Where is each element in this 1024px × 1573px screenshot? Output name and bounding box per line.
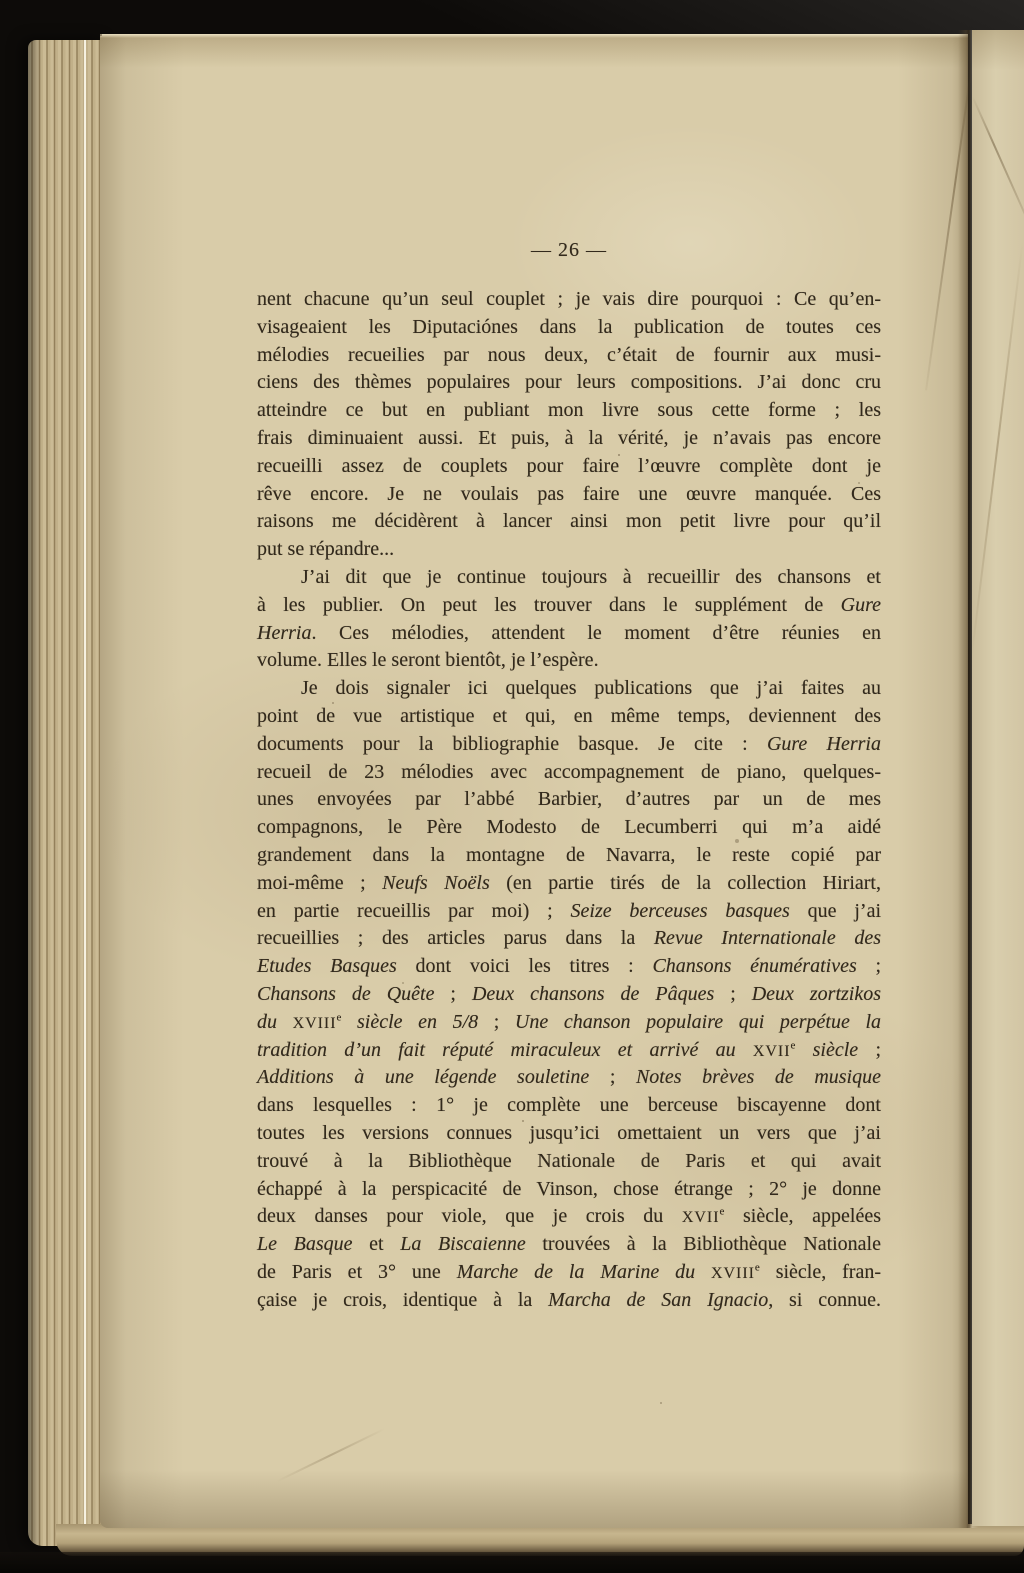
text-line xyxy=(257,536,881,564)
text-run: XVIII xyxy=(292,1014,337,1032)
text-line xyxy=(257,286,881,314)
text-run: dans lesquelles : 1° je complète une berceuse biscayenne dont xyxy=(257,1094,881,1117)
text-run: Je dois signaler ici quelques publications que j’ai faites au xyxy=(301,677,881,700)
text-run: grandement dans la montagne de Navarra, le reste copié par xyxy=(257,843,881,866)
text-run: XVII xyxy=(681,1209,720,1227)
text-run: La Biscaienne xyxy=(400,1233,526,1256)
text-run: Marche de la Marine du xyxy=(456,1260,712,1283)
text-line xyxy=(257,1203,881,1231)
text-run: toutes les versions connues jusqu’ici omettaient un vers que j’ai xyxy=(257,1121,881,1144)
text-run: siècle xyxy=(795,1038,859,1061)
text-run: rêve encore. Je ne voulais pas faire une œuvre manquée. Ces xyxy=(257,482,881,505)
text-run: Notes brèves de musique xyxy=(635,1066,881,1089)
text-line xyxy=(257,1259,881,1287)
text-run: siècle en 5/8 xyxy=(341,1010,479,1033)
paper-specks xyxy=(100,34,102,36)
text-line xyxy=(257,1176,881,1204)
text-line xyxy=(257,1037,881,1065)
text-run: compagnons, le Père Modesto de Lecumberri qui m’a aidé xyxy=(257,816,881,839)
text-run: ; xyxy=(714,982,752,1005)
text-line xyxy=(257,703,881,731)
text-line xyxy=(257,592,881,620)
text-run: Revue Internationale des xyxy=(653,927,881,950)
text-line xyxy=(257,342,881,370)
text-run: Etudes Basques xyxy=(257,955,397,978)
text-line xyxy=(257,786,881,814)
text-run: Une chanson populaire qui perpétue la xyxy=(514,1010,882,1033)
text-run: échappé à la perspicacité de Vinson, chose étrange ; 2° je donne xyxy=(257,1177,881,1200)
text-line xyxy=(257,397,881,425)
text-run: put se répandre... xyxy=(257,538,395,561)
text-run: moi-même ; xyxy=(257,871,383,894)
text-line xyxy=(257,647,881,675)
text-line xyxy=(257,453,881,481)
bottom-shadow xyxy=(0,1552,1024,1573)
paragraph xyxy=(257,564,881,675)
text-run: XVIII xyxy=(711,1264,755,1282)
text-line xyxy=(257,314,881,342)
text-run: unes envoyées par l’abbé Barbier, d’autres par un de mes xyxy=(257,788,881,811)
text-run: XVII xyxy=(752,1042,791,1060)
text-run: visageaient les Diputaciónes dans la publication de toutes ces xyxy=(257,315,881,338)
text-line xyxy=(257,814,881,842)
text-run: ; xyxy=(589,1066,636,1089)
text-run: atteindre ce but en publiant mon livre sous cette forme ; les xyxy=(257,399,881,422)
text-run: volume. Elles le seront bientôt, je l’espère. xyxy=(257,649,599,672)
text-run: Marcha de San Ignacio xyxy=(548,1288,769,1311)
book-page xyxy=(100,34,968,1528)
text-line xyxy=(257,481,881,509)
text-line xyxy=(257,620,881,648)
text-line xyxy=(257,369,881,397)
text-line xyxy=(257,925,881,953)
page-number: — 26 — xyxy=(531,239,607,261)
text-line xyxy=(257,1009,881,1037)
next-page-edge xyxy=(972,30,1024,1526)
text-run: du xyxy=(257,1010,293,1033)
text-run: ; xyxy=(858,1038,881,1061)
text-run: recueillies ; des articles parus dans la xyxy=(257,927,654,950)
text-run: point de vue artistique et qui, en même temps, deviennent des xyxy=(257,704,881,727)
text-run: Additions à une légende souletine xyxy=(257,1066,590,1089)
text-run: e xyxy=(719,1205,725,1218)
text-run: Chansons énumératives xyxy=(652,955,857,978)
text-run: mélodies recueilies par nous deux, c’était de fournir aux musi- xyxy=(257,343,881,366)
text-line xyxy=(257,675,881,703)
text-line xyxy=(257,898,881,926)
text-run: ; xyxy=(856,955,882,978)
text-run: ciens des thèmes populaires pour leurs compositions. J’ai donc cru xyxy=(257,371,881,394)
text-run: , si connue. xyxy=(768,1288,881,1311)
text-line xyxy=(257,1231,881,1259)
text-run: trouvées à la Bibliothèque Nationale xyxy=(525,1233,881,1256)
text-run: siècle, appelées xyxy=(724,1205,881,1228)
text-run: que j’ai xyxy=(789,899,882,922)
text-run: tradition d’un fait réputé miraculeux et arrivé au xyxy=(257,1038,753,1061)
text-run: . Ces mélodies, attendent le moment d’être réunies en xyxy=(311,621,881,644)
text-run: Deux chansons de Pâques xyxy=(471,982,715,1005)
text-line xyxy=(257,759,881,787)
text-line xyxy=(257,981,881,1009)
text-run: recueilli assez de couplets pour faire l’œuvre complète dont je xyxy=(257,454,881,477)
paragraph xyxy=(257,675,881,1314)
text-run: Gure xyxy=(840,593,881,616)
text-run: e xyxy=(754,1261,760,1274)
text-run: Chansons de Quête xyxy=(257,982,435,1005)
text-run: Gure Herria xyxy=(766,732,881,755)
text-line xyxy=(257,1064,881,1092)
text-run: dont voici les titres : xyxy=(396,955,653,978)
text-run: çaise je crois, identique à la xyxy=(257,1288,549,1311)
text-run: e xyxy=(336,1011,342,1024)
text-run: frais diminuaient aussi. Et puis, à la vérité, je n’avais pas encore xyxy=(257,426,881,449)
page-text xyxy=(257,236,881,1314)
text-line xyxy=(257,1148,881,1176)
text-run: trouvé à la Bibliothèque Nationale de Paris et qui avait xyxy=(257,1149,881,1172)
text-run: (en partie tirés de la collection Hiriart, xyxy=(489,871,881,894)
text-line xyxy=(257,508,881,536)
text-line xyxy=(257,870,881,898)
text-run: documents pour la bibliographie basque. Je cite : xyxy=(257,732,767,755)
text-run: en partie recueillis par moi) ; xyxy=(257,899,571,922)
page-edge-stack xyxy=(28,40,106,1546)
text-run: à les publier. On peut les trouver dans le supplément de xyxy=(257,593,841,616)
text-line xyxy=(257,1092,881,1120)
text-run: e xyxy=(790,1038,796,1051)
text-run: Le Basque xyxy=(257,1233,353,1256)
text-run: ; xyxy=(434,982,472,1005)
text-run: et xyxy=(352,1233,401,1256)
text-run: Herria xyxy=(257,621,312,644)
paragraph xyxy=(257,286,881,564)
text-run: Seize berceuses basques xyxy=(570,899,790,922)
text-run: ; xyxy=(478,1010,515,1033)
text-line xyxy=(257,425,881,453)
text-line xyxy=(257,731,881,759)
text-run: de Paris et 3° une xyxy=(257,1260,457,1283)
text-run: deux danses pour viole, que je crois du xyxy=(257,1205,682,1228)
text-run: raisons me décidèrent à lancer ainsi mon petit livre pour qu’il xyxy=(257,510,881,533)
text-run: siècle, fran- xyxy=(759,1260,882,1283)
text-run: nent chacune qu’un seul couplet ; je vais dire pourquoi : Ce qu’en- xyxy=(257,288,881,310)
text-line xyxy=(257,953,881,981)
text-run: Deux zortzikos xyxy=(751,982,881,1005)
text-line xyxy=(257,1120,881,1148)
text-line xyxy=(257,1287,881,1315)
text-line xyxy=(257,564,881,592)
text-run: J’ai dit que je continue toujours à recueillir des chansons et xyxy=(301,565,881,588)
text-run: recueil de 23 mélodies avec accompagnement de piano, quelques- xyxy=(257,760,881,783)
text-run: Neufs Noëls xyxy=(382,871,490,894)
text-line xyxy=(257,842,881,870)
